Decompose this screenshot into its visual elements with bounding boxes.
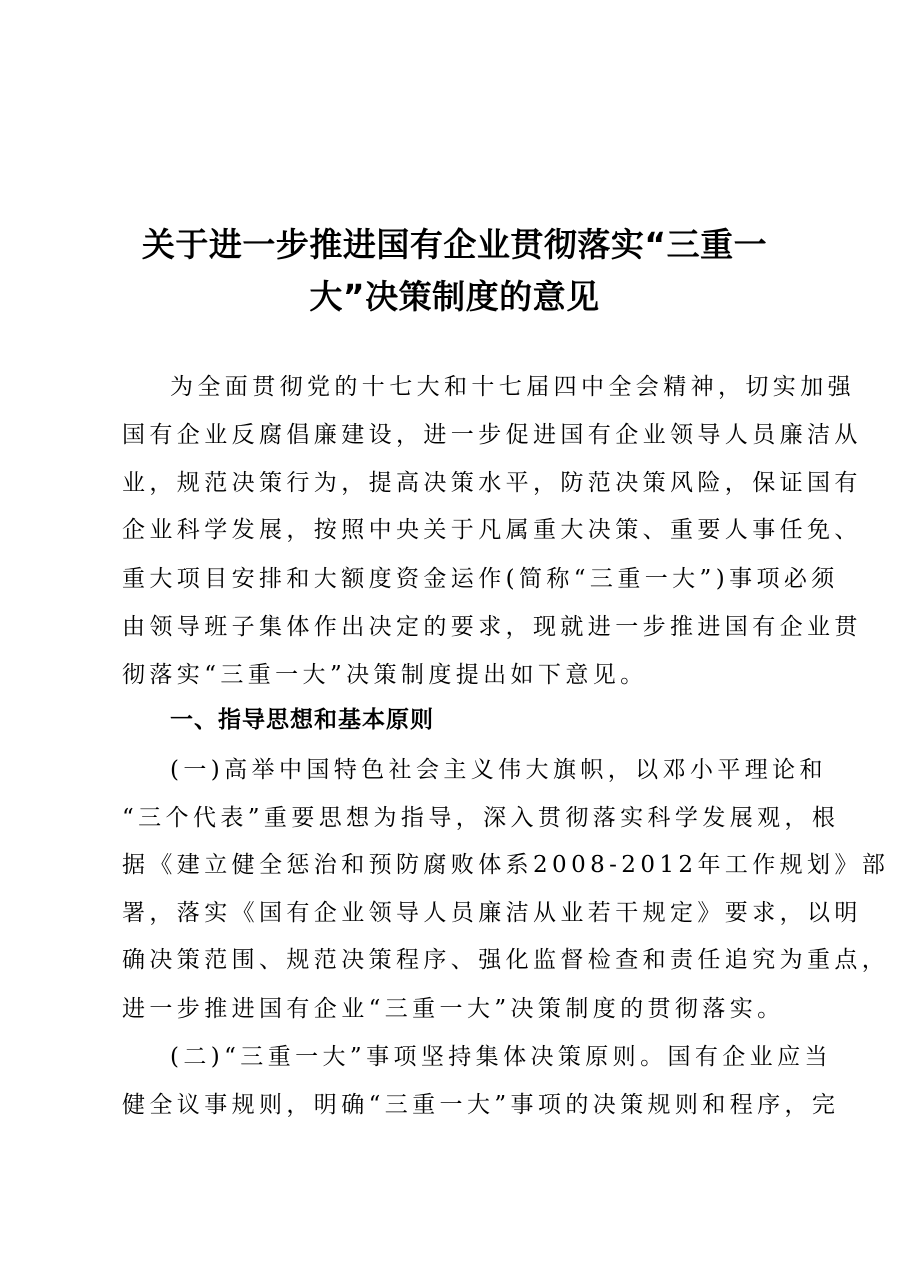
para-1-line-3: 据《建立健全惩治和预防腐败体系2008-2012年工作规划》部 [122, 852, 890, 878]
document-title-line-2: 大”决策制度的意见 [309, 277, 600, 316]
intro-paragraph-line-2: 国有企业反腐倡廉建设，进一步促进国有企业领导人员廉洁从 [122, 422, 862, 448]
intro-paragraph-line-3: 业，规范决策行为，提高决策水平，防范决策风险，保证国有 [122, 470, 862, 496]
para-1-line-6: 进一步推进国有企业“三重一大”决策制度的贯彻落实。 [122, 996, 785, 1022]
document-title-line-1: 关于进一步推进国有企业贯彻落实“三重一 [141, 225, 768, 264]
intro-paragraph-line-4: 企业科学发展，按照中央关于凡属重大决策、重要人事任免、 [122, 517, 862, 543]
intro-paragraph-line-6: 由领导班子集体作出决定的要求，现就进一步推进国有企业贯 [122, 614, 862, 640]
intro-paragraph-line-5: 重大项目安排和大额度资金运作(简称“三重一大”)事项必须 [122, 566, 839, 592]
para-2-line-2: 健全议事规则，明确“三重一大”事项的决策规则和程序，完 [122, 1092, 840, 1118]
intro-paragraph-line-7: 彻落实“三重一大”决策制度提出如下意见。 [122, 662, 648, 688]
intro-paragraph-line-1: 为全面贯彻党的十七大和十七届四中全会精神，切实加强 [170, 374, 855, 400]
para-1-line-5: 确决策范围、规范决策程序、强化监督检查和责任追究为重点， [122, 947, 890, 973]
para-2-line-1: (二)“三重一大”事项坚持集体决策原则。国有企业应当 [170, 1044, 832, 1070]
section-heading-guiding-principles: 一、指导思想和基本原则 [170, 707, 434, 733]
para-1-line-4: 署，落实《国有企业领导人员廉洁从业若干规定》要求，以明 [122, 900, 862, 926]
para-1-line-2: “三个代表”重要思想为指导，深入贯彻落实科学发展观，根 [122, 805, 840, 831]
para-1-line-1: (一)高举中国特色社会主义伟大旗帜，以邓小平理论和 [170, 757, 827, 783]
